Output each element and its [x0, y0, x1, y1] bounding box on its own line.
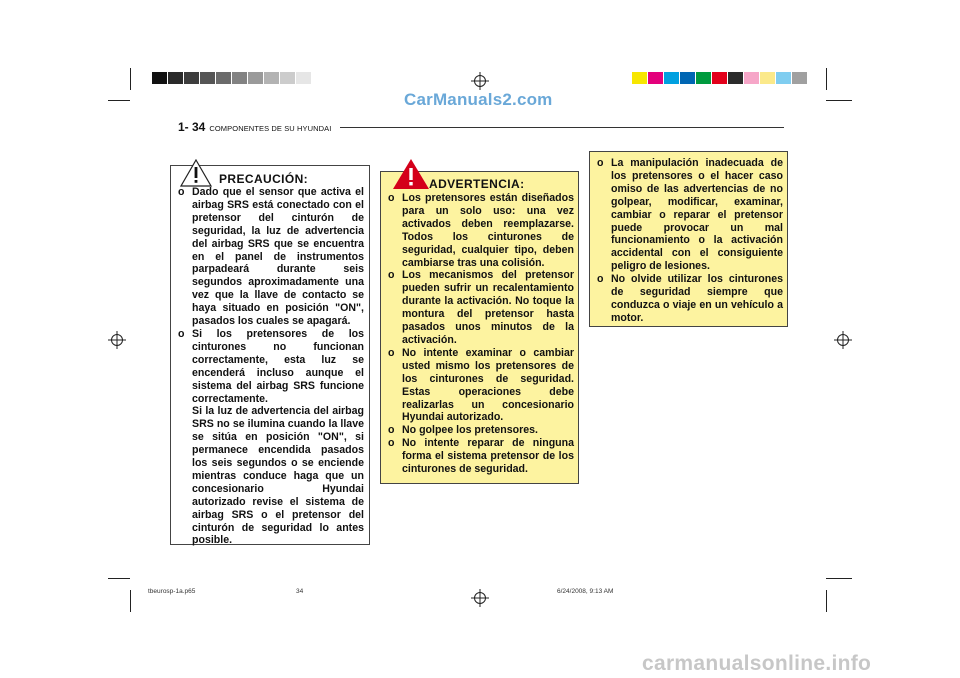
bullet: o [388, 346, 395, 359]
page-number: 1- 34 [178, 120, 206, 134]
registration-mark-icon [471, 72, 489, 90]
crop-mark [826, 68, 827, 90]
grayscale-swatch [168, 72, 184, 84]
list-item [592, 157, 783, 273]
color-swatch [712, 72, 728, 84]
color-swatch [664, 72, 680, 84]
precaution-title: PRECAUCIÓN: [219, 172, 309, 186]
item-continuation: Si la luz de advertencia del airbag SRS no se ilumina cuando la llave se sitúa en posición "ON", si permanece encendida pasados los seis segundos o se enciende mientras conduce haga que un concesionario Hyundai autorizado revise el sistema de airbag SRS o el pretensor del cinturón de seguridad lo antes posible. [192, 405, 364, 547]
bullet: o [388, 192, 395, 204]
footer-file: tbeurosp-1a.p65 [148, 588, 196, 595]
list-item [173, 328, 364, 547]
registration-mark-icon [834, 331, 852, 349]
bullet: o [597, 273, 604, 286]
warning-triangle-icon [392, 158, 430, 190]
crop-mark [130, 590, 131, 612]
item-text: Si los pretensores de los cinturones no funcionan correctamente, esta luz se encenderá incluso aunque el sistema del airbag SRS funcione correctamente. [192, 327, 364, 405]
bullet: o [178, 327, 185, 340]
warning-box [380, 171, 579, 484]
grayscale-swatch [184, 72, 200, 84]
bullet: o [388, 424, 395, 437]
item-text: Dado que el sensor que activa el airbag SRS está conectado con el pretensor del cinturón de seguridad, la luz de advertencia del airbag SRS que se encuentra en el panel de instrumentos parpadeará durante seis segundos aproximadamente una vez que la llave de contacto se haya situado en posición "ON", pasados los cuales se apagará. [192, 186, 364, 328]
list-item [383, 347, 574, 424]
crop-mark [826, 590, 827, 612]
watermark-top: CarManuals2.com [404, 90, 553, 109]
color-swatch [632, 72, 648, 84]
bullet: o [388, 269, 395, 282]
list-item [592, 273, 783, 325]
item-text: Los pretensores están diseñados para un solo uso: una vez activados deben reemplazarse. Todos los cinturones de seguridad, cualquier tipo, deben cambiarse tras una colisión. [402, 192, 574, 269]
list-item [383, 192, 574, 269]
grayscale-swatch [296, 72, 312, 84]
item-text: No olvide utilizar los cinturones de seguridad siempre que conduzca o viaje en un vehículo a motor. [611, 273, 783, 324]
header-rule [340, 127, 784, 128]
crop-mark [826, 100, 852, 101]
grayscale-swatch [280, 72, 296, 84]
grayscale-swatch [200, 72, 216, 84]
grayscale-swatch [152, 72, 168, 84]
grayscale-swatch [248, 72, 264, 84]
color-swatch [760, 72, 776, 84]
precaution-box [170, 165, 370, 545]
bullet: o [388, 437, 395, 450]
item-text: No intente examinar o cambiar usted mismo los pretensores de los cinturones de seguridad. Estas operaciones debe realizarlas un concesionario Hyundai autorizado. [402, 346, 574, 424]
item-text: No intente reparar de ninguna forma el sistema pretensor de los cinturones de seguridad. [402, 437, 574, 476]
crop-mark [826, 578, 852, 579]
color-swatch [744, 72, 760, 84]
precaution-list [173, 186, 364, 547]
page-header [178, 120, 331, 134]
grayscale-swatch [264, 72, 280, 84]
color-swatch [728, 72, 744, 84]
item-text: La manipulación inadecuada de los pretensores o el hacer caso omiso de las advertencias de no golpear, modificar, examinar, cambiar o reparar el pretensor puede provocar un mal funcionamiento o la activación accidental con el consiguiente peligro de lesiones. [611, 157, 783, 273]
item-text: No golpee los pretensores. [402, 424, 538, 437]
warning-title: ADVERTENCIA: [429, 177, 525, 191]
list-item [383, 437, 574, 476]
crop-mark [108, 100, 130, 101]
color-swatch [680, 72, 696, 84]
color-swatch [792, 72, 808, 84]
footer-timestamp: 6/24/2008, 9:13 AM [557, 588, 614, 595]
color-swatch [696, 72, 712, 84]
color-swatch [648, 72, 664, 84]
bullet: o [597, 157, 604, 169]
color-swatch [776, 72, 792, 84]
grayscale-bar [152, 72, 312, 84]
list-item [383, 424, 574, 437]
section-title: COMPONENTES DE SU HYUNDAI [209, 124, 332, 133]
list-item [173, 186, 364, 328]
registration-mark-icon [471, 589, 489, 607]
list-item [383, 269, 574, 346]
crop-mark [108, 578, 130, 579]
registration-mark-icon [108, 331, 126, 349]
watermark-bottom: carmanualsonline.info [642, 652, 872, 675]
grayscale-swatch [216, 72, 232, 84]
item-text: Los mecanismos del pretensor pueden sufrir un recalentamiento durante la activación. No toque la montura del pretensor hasta pasados unos minutos de la activación. [402, 269, 574, 346]
footer-page: 34 [296, 588, 304, 595]
crop-mark [130, 68, 131, 90]
caution-triangle-icon [180, 159, 212, 187]
warning-continued-list [592, 157, 783, 325]
grayscale-swatch [232, 72, 248, 84]
warning-continued-box [589, 151, 788, 327]
warning-list [383, 192, 574, 476]
bullet: o [178, 186, 185, 198]
color-bar [632, 72, 808, 84]
